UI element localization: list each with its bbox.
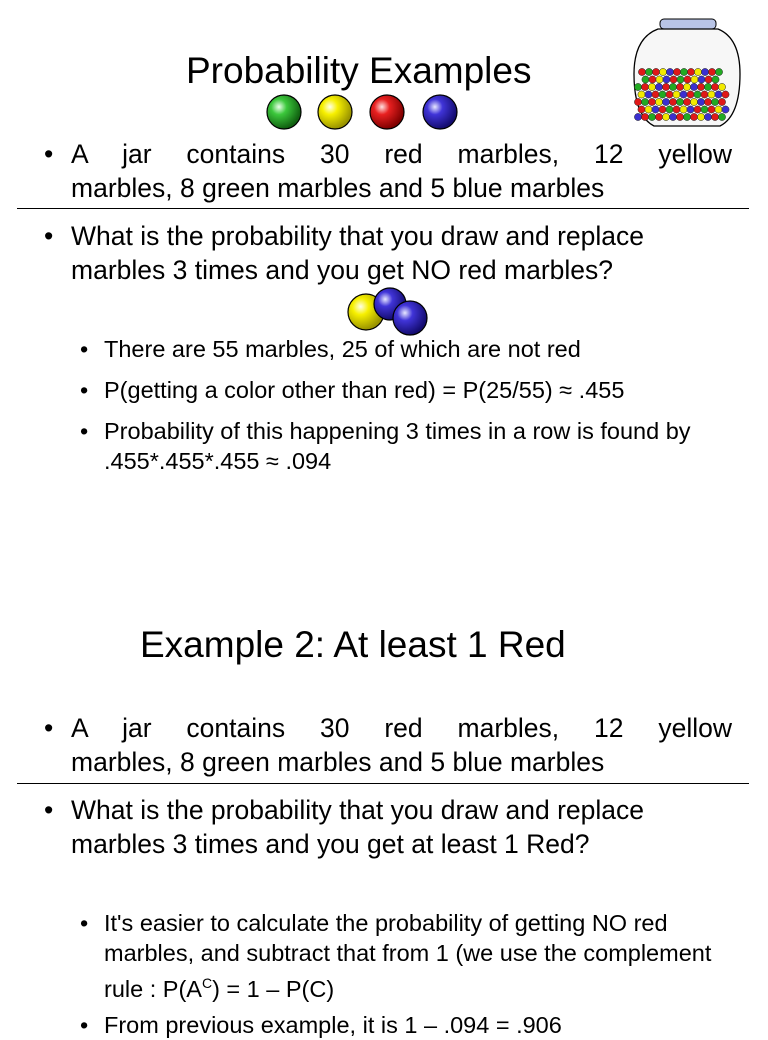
jar-marble [718,113,725,120]
jar-marble [662,113,669,120]
jar-marble [652,106,659,113]
jar-marble [722,91,729,98]
jar-marble [715,106,722,113]
jar-marble [634,98,641,105]
jar-marble [687,106,694,113]
jar-marble [722,106,729,113]
superscript-c: C [201,975,213,991]
jar-marble [645,106,652,113]
jar-marble [704,83,711,90]
jar-marble [645,91,652,98]
jar-marble [641,83,648,90]
jar-marble [649,76,656,83]
jar-marble [638,91,645,98]
bullet-dot: • [44,713,54,743]
jar-marble [648,98,655,105]
bullet-dot: • [44,139,54,169]
jar-marble [662,83,669,90]
jar-marble [708,91,715,98]
jar-marble [655,113,662,120]
jar-marble [683,98,690,105]
jar-marble [701,68,708,75]
jar-marble [659,91,666,98]
jar-marble [680,68,687,75]
jar-marble [676,113,683,120]
jar-marble [648,83,655,90]
divider-rule [17,208,749,209]
bullet-dot: • [44,221,54,251]
jar-marble [684,76,691,83]
slide2-title: Example 2: At least 1 Red [140,624,566,665]
jar-marble [666,91,673,98]
jar-marble [711,83,718,90]
slide2-sub-bullet-complement [80,908,720,1004]
jar-marble [656,76,663,83]
bullet-text-line2: marbles, 8 green marbles and 5 blue marbles [71,173,605,203]
slide1-title: Probability Examples [186,50,532,91]
green-marble-icon [267,95,301,129]
jar-marble [694,68,701,75]
marble-cluster-icon [344,284,434,338]
jar-marble [711,98,718,105]
jar-marble [638,106,645,113]
bullet-dot: • [80,377,89,403]
jar-marble [715,91,722,98]
slide1-sub-bullet-three-times [80,416,700,476]
jar-marble [690,83,697,90]
jar-marble [712,76,719,83]
jar-marble [669,113,676,120]
bullet-text: What is the probability that you draw and replace marbles 3 times and you get at least 1 Red? [71,795,645,859]
jar-marble [683,113,690,120]
jar-marble [677,76,684,83]
bullet-text-line1: A jar contains 30 red marbles, 12 yellow [71,713,732,743]
jar-marble [718,83,725,90]
jar-marble [652,91,659,98]
jar-marble [697,113,704,120]
bullet-text: What is the probability that you draw and replace marbles 3 times and you get NO red marbles? [71,221,645,285]
bullet-text-part-b: complement rule : P(A [104,940,712,1002]
jar-marble [694,106,701,113]
slide2-bullet-question [44,793,704,861]
jar-marble [687,91,694,98]
bullet-text-part-a: It's easier to calculate the probability of getting NO red marbles, and subtract that from 1 (we use the [104,910,668,966]
jar-marble [680,106,687,113]
jar-marble [662,98,669,105]
jar-marble [676,98,683,105]
jar-marble [655,98,662,105]
jar-marble [634,113,641,120]
jar-marble [708,106,715,113]
bullet-dot: • [80,1012,89,1038]
bullet-text: Probability of this happening 3 times in a row is found by .455*.455*.455 ≈ .094 [104,418,691,474]
jar-marble [680,91,687,98]
slide1-sub-bullet-count [80,334,730,364]
bullet-text [104,908,720,1004]
jar-marble [704,98,711,105]
jar-marble [669,83,676,90]
red-marble-icon [370,95,404,129]
jar-marble [666,68,673,75]
jar-marble [673,106,680,113]
jar-marble [694,91,701,98]
jar-marble [673,68,680,75]
bullet-dot: • [80,336,89,362]
yellow-marble-icon [318,95,352,129]
bullet-text-part-c: ) = 1 – P(C) [212,975,335,1002]
jar-marble [663,76,670,83]
jar-marble [659,106,666,113]
slide1-bullet-jar [44,137,732,205]
jar-marble [704,113,711,120]
slide2-bullet-jar [44,711,732,779]
jar-marble [659,68,666,75]
jar-marble [641,98,648,105]
jar-marble [691,76,698,83]
bullet-dot: • [80,910,89,936]
jar-marble [690,98,697,105]
jar-marble [652,68,659,75]
jar-marble [638,68,645,75]
jar-marble [645,68,652,75]
jar-marble [697,83,704,90]
jar-marble [708,68,715,75]
jar-marble [690,113,697,120]
bullet-dot: • [80,418,89,444]
bullet-text-line1: A jar contains 30 red marbles, 12 yellow [71,139,732,169]
jar-marble [634,83,641,90]
jar-marble [718,98,725,105]
bullet-text-line2: marbles, 8 green marbles and 5 blue marbles [71,747,605,777]
slide1-bullet-question [44,219,694,287]
jar-marble [705,76,712,83]
bullet-text: From previous example, it is 1 – .094 = .906 [104,1012,562,1038]
divider-rule [17,783,749,784]
jar-marble [697,98,704,105]
jar-marble [683,83,690,90]
blue-marble-icon [423,95,457,129]
jar-marble [711,113,718,120]
jar-marble [687,68,694,75]
jar-marble [701,106,708,113]
jar-marble [673,91,680,98]
jar-marble [698,76,705,83]
slide2-sub-bullet-previous [80,1010,730,1040]
jar-marble [648,113,655,120]
jar-marble [641,113,648,120]
jar-marble [701,91,708,98]
slide1-sub-bullet-probability [80,375,730,405]
bullet-text: P(getting a color other than red) = P(25/55) ≈ .455 [104,377,625,403]
jar-marble [670,76,677,83]
jar-marble [715,68,722,75]
marble-row-icon [262,92,462,132]
marble-jar-icon [628,16,746,134]
bullet-dot: • [44,795,54,825]
jar-marble [666,106,673,113]
jar-marble [676,83,683,90]
jar-marble [642,76,649,83]
jar-marble [669,98,676,105]
bullet-text: There are 55 marbles, 25 of which are not red [104,336,581,362]
jar-marble [655,83,662,90]
